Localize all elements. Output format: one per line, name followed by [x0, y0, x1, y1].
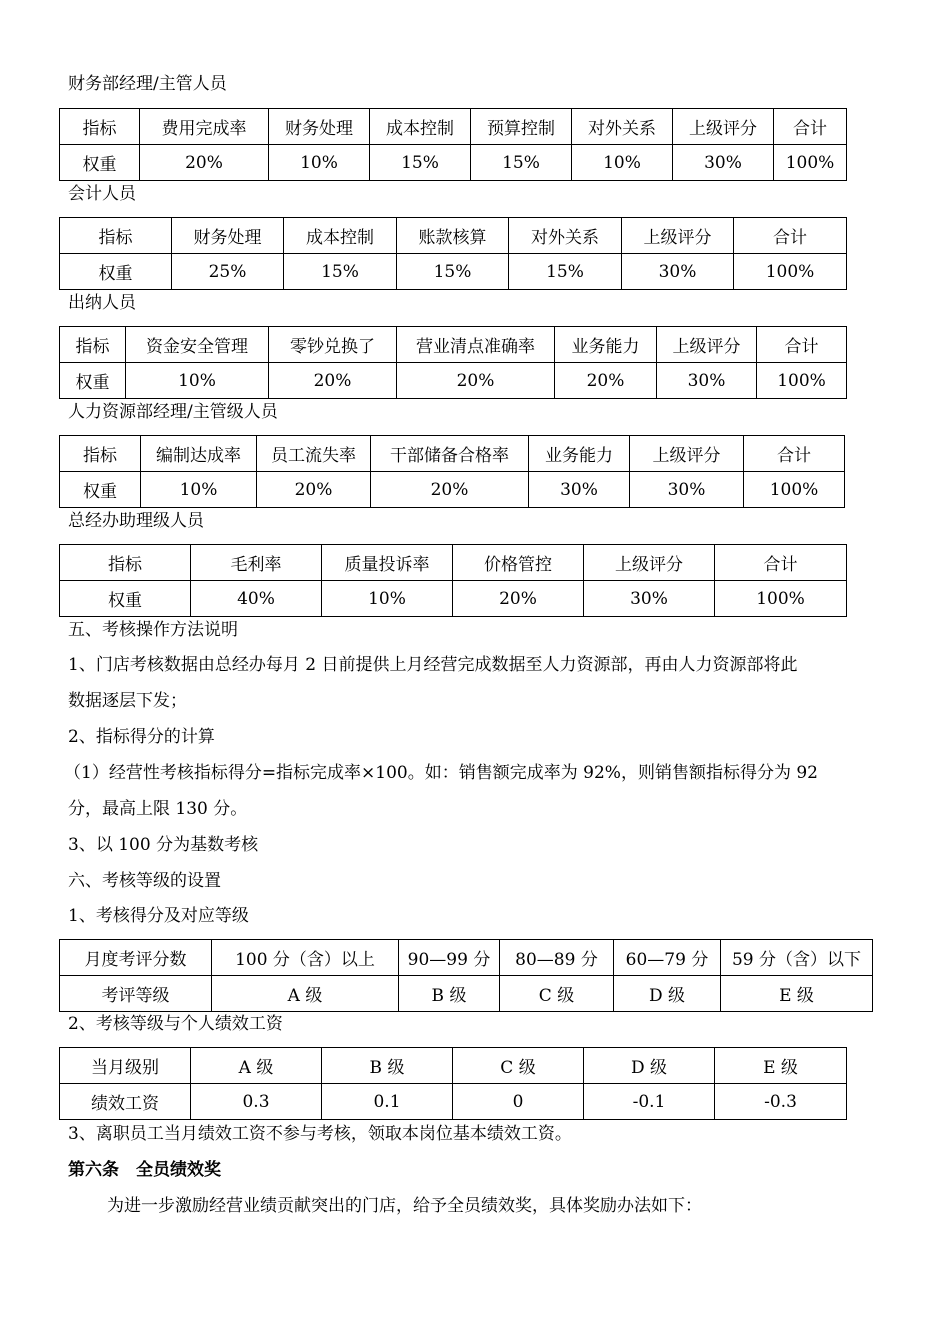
pay-table	[59, 1047, 847, 1120]
article-6-body: 为进一步激励经营业绩贡献突出的门店，给予全员绩效奖，具体奖励办法如下：	[107, 1196, 702, 1216]
table-cell: 20%	[397, 363, 555, 399]
table-cell: 0.1	[322, 1084, 453, 1120]
table-cell: 90—99 分	[399, 940, 500, 976]
table-cell: 编制达成率	[141, 436, 257, 472]
paragraph-4: 3、以 100 分为基数考核	[68, 835, 259, 855]
table-row	[60, 940, 873, 976]
table-cell: 100%	[734, 254, 847, 290]
table-cell: 合计	[757, 327, 847, 363]
table-cell: 财务处理	[269, 109, 370, 145]
table-cell: 上级评分	[657, 327, 757, 363]
heading-grade-setting: 六、考核等级的设置	[68, 871, 221, 891]
table-cell: 营业清点准确率	[397, 327, 555, 363]
section-title-gm-assistant: 总经办助理级人员	[68, 511, 204, 531]
paragraph-3-line-2: 分，最高上限 130 分。	[68, 799, 248, 819]
table-cell: 15%	[397, 254, 509, 290]
table-row	[60, 436, 845, 472]
heading-operation-method: 五、考核操作方法说明	[68, 620, 238, 640]
table-cell: 100%	[757, 363, 847, 399]
table-row	[60, 218, 847, 254]
table-cell: 100%	[774, 145, 847, 181]
weight-table-finance-manager	[59, 108, 847, 181]
paragraph-2: 2、指标得分的计算	[68, 727, 215, 747]
weight-table-hr-manager	[59, 435, 845, 508]
table-row	[60, 1048, 847, 1084]
table-cell: 80—89 分	[500, 940, 614, 976]
table-row	[60, 363, 847, 399]
table-row	[60, 545, 847, 581]
table-cell: 20%	[371, 472, 529, 508]
table-cell: 15%	[284, 254, 397, 290]
table-cell: 权重	[60, 363, 126, 399]
table-cell: 15%	[471, 145, 572, 181]
table-cell: 指标	[60, 545, 191, 581]
subheading-grade-pay: 2、考核等级与个人绩效工资	[68, 1014, 283, 1034]
table-cell: D 级	[614, 976, 721, 1012]
table-cell: 100 分（含）以上	[212, 940, 399, 976]
table-cell: 30%	[630, 472, 744, 508]
table-cell: C 级	[500, 976, 614, 1012]
table-cell: D 级	[584, 1048, 715, 1084]
table-cell: 员工流失率	[257, 436, 371, 472]
table-cell: 零钞兑换了	[269, 327, 397, 363]
table-row	[60, 145, 847, 181]
table-cell: 对外关系	[509, 218, 622, 254]
table-cell: 60—79 分	[614, 940, 721, 976]
table-cell: -0.1	[584, 1084, 715, 1120]
table-cell: B 级	[399, 976, 500, 1012]
table-cell: 20%	[140, 145, 269, 181]
table-cell: 指标	[60, 218, 172, 254]
table-cell: 毛利率	[191, 545, 322, 581]
weight-table-gm-assistant	[59, 544, 847, 617]
table-cell: 合计	[744, 436, 845, 472]
table-cell: 30%	[673, 145, 774, 181]
table-cell: 30%	[657, 363, 757, 399]
table-cell: 指标	[60, 436, 141, 472]
table-cell: 20%	[269, 363, 397, 399]
table-cell: 20%	[257, 472, 371, 508]
section-title-cashier: 出纳人员	[68, 293, 136, 313]
table-cell: 预算控制	[471, 109, 572, 145]
table-cell: 40%	[191, 581, 322, 617]
table-cell: 当月级别	[60, 1048, 191, 1084]
table-cell: E 级	[721, 976, 873, 1012]
weight-table-cashier	[59, 326, 847, 399]
table-cell: 指标	[60, 327, 126, 363]
table-cell: 0	[453, 1084, 584, 1120]
table-row	[60, 976, 873, 1012]
table-cell: 100%	[744, 472, 845, 508]
table-cell: 账款核算	[397, 218, 509, 254]
table-cell: 上级评分	[673, 109, 774, 145]
grade-table	[59, 939, 873, 1012]
table-cell: 15%	[509, 254, 622, 290]
table-cell: 成本控制	[284, 218, 397, 254]
table-cell: 10%	[141, 472, 257, 508]
table-cell: 对外关系	[572, 109, 673, 145]
table-cell: 合计	[734, 218, 847, 254]
section-title-hr-manager: 人力资源部经理/主管级人员	[68, 402, 278, 422]
table-cell: 绩效工资	[60, 1084, 191, 1120]
paragraph-3-line-1: （1）经营性考核指标得分=指标完成率×100。如：销售额完成率为 92%，则销售额指标得分为 92	[64, 763, 818, 783]
table-cell: 上级评分	[622, 218, 734, 254]
section-title-finance-manager: 财务部经理/主管人员	[68, 74, 227, 94]
table-cell: 10%	[322, 581, 453, 617]
table-cell: 财务处理	[172, 218, 284, 254]
article-6-title: 第六条 全员绩效奖	[68, 1160, 221, 1180]
table-cell: 权重	[60, 581, 191, 617]
table-cell: 10%	[572, 145, 673, 181]
table-cell: 干部储备合格率	[371, 436, 529, 472]
table-cell: E 级	[715, 1048, 847, 1084]
table-cell: 权重	[60, 254, 172, 290]
table-cell: 质量投诉率	[322, 545, 453, 581]
table-row	[60, 581, 847, 617]
table-cell: 权重	[60, 472, 141, 508]
table-cell: 权重	[60, 145, 140, 181]
table-cell: 合计	[774, 109, 847, 145]
table-row	[60, 254, 847, 290]
table-row	[60, 327, 847, 363]
table-cell: C 级	[453, 1048, 584, 1084]
table-cell: 考评等级	[60, 976, 212, 1012]
table-cell: 成本控制	[370, 109, 471, 145]
table-cell: 15%	[370, 145, 471, 181]
table-cell: 100%	[715, 581, 847, 617]
table-cell: 10%	[269, 145, 370, 181]
table-cell: 业务能力	[529, 436, 630, 472]
table-cell: 30%	[622, 254, 734, 290]
paragraph-1-line-1: 1、门店考核数据由总经办每月 2 日前提供上月经营完成数据至人力资源部，再由人力资源部将此	[68, 655, 798, 675]
paragraph-1-line-2: 数据逐层下发；	[68, 691, 187, 711]
table-cell: 59 分（含）以下	[721, 940, 873, 976]
table-cell: A 级	[212, 976, 399, 1012]
weight-table-accountant	[59, 217, 847, 290]
section-title-accountant: 会计人员	[68, 184, 136, 204]
table-cell: 价格管控	[453, 545, 584, 581]
table-row	[60, 1084, 847, 1120]
table-cell: 30%	[584, 581, 715, 617]
table-cell: B 级	[322, 1048, 453, 1084]
table-cell: 月度考评分数	[60, 940, 212, 976]
table-cell: 上级评分	[630, 436, 744, 472]
table-cell: 10%	[126, 363, 269, 399]
table-cell: 25%	[172, 254, 284, 290]
note-resigned-employees: 3、离职员工当月绩效工资不参与考核，领取本岗位基本绩效工资。	[68, 1124, 572, 1144]
table-cell: 业务能力	[555, 327, 657, 363]
subheading-score-grade: 1、考核得分及对应等级	[68, 906, 249, 926]
table-cell: 费用完成率	[140, 109, 269, 145]
table-cell: 0.3	[191, 1084, 322, 1120]
table-cell: 资金安全管理	[126, 327, 269, 363]
table-cell: 20%	[453, 581, 584, 617]
table-row	[60, 472, 845, 508]
table-cell: 上级评分	[584, 545, 715, 581]
table-row	[60, 109, 847, 145]
table-cell: 合计	[715, 545, 847, 581]
table-cell: 30%	[529, 472, 630, 508]
table-cell: 指标	[60, 109, 140, 145]
table-cell: -0.3	[715, 1084, 847, 1120]
table-cell: 20%	[555, 363, 657, 399]
table-cell: A 级	[191, 1048, 322, 1084]
